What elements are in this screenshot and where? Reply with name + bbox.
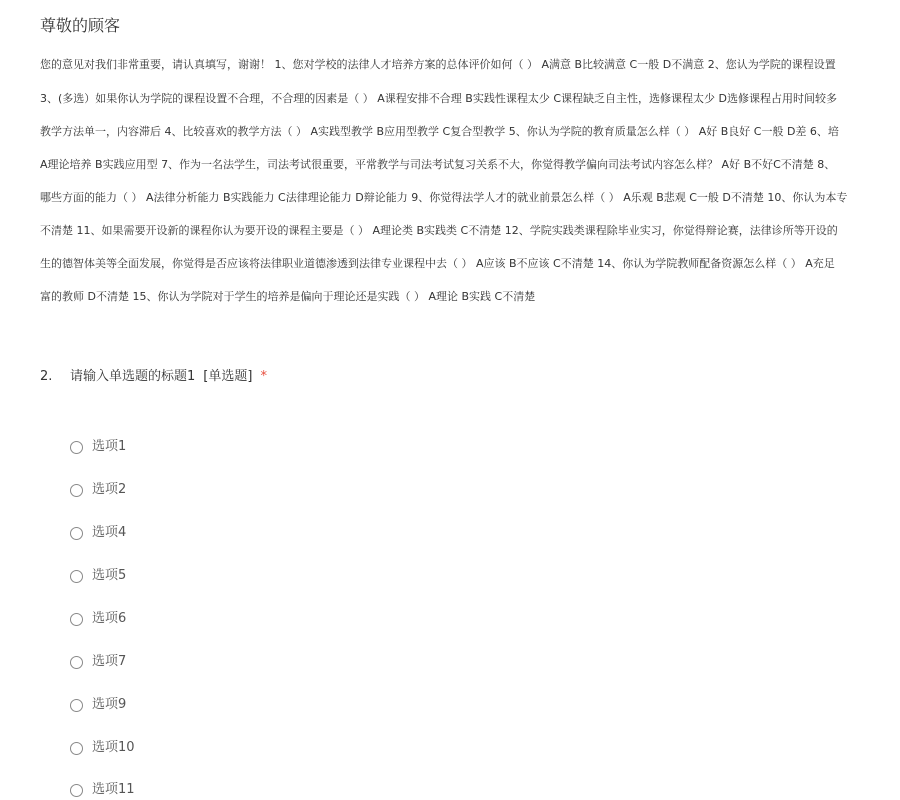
radio-button[interactable]	[70, 527, 83, 540]
question-type: [单选题]	[203, 369, 253, 384]
intro-text-line: 不清楚 11、如果需要开设新的课程你认为要开设的课程主要是（ ） A理论类 B实践类 C不清楚 12、学院实践类课程除毕业实习，你觉得辩论赛，法律诊所等开设的	[40, 224, 838, 237]
intro-text-line: A理论培养 B实践应用型 7、作为一名法学生，司法考试很重要，平常教学与司法考试复习关系不大，你觉得教学偏向司法考试内容怎么样？ A好 B不好C不清楚 8、	[40, 158, 836, 171]
option-9[interactable]	[70, 695, 126, 715]
intro-text-line: 生的德智体美等全面发展，你觉得是否应该将法律职业道德渗透到法律专业课程中去（ ） A应该 B不应该 C不清楚 14、你认为学院教师配备资源怎么样（ ） A充足	[40, 257, 835, 270]
option-label: 选项11	[92, 782, 135, 797]
radio-button[interactable]	[70, 613, 83, 626]
intro-text-line: 3、(多选）如果你认为学院的课程设置不合理，不合理的因素是（ ） A课程安排不合理 B实践性课程太少 C课程缺乏自主性，选修课程太少 D选修课程占用时间较多	[40, 92, 837, 105]
radio-button[interactable]	[70, 699, 83, 712]
option-label: 选项1	[92, 439, 127, 454]
required-marker: *	[260, 369, 267, 384]
option-label: 选项6	[92, 611, 127, 626]
option-label: 选项7	[92, 654, 127, 669]
option-label: 选项2	[92, 482, 127, 497]
option-10[interactable]	[70, 738, 135, 758]
option-2[interactable]	[70, 480, 126, 500]
intro-text-line: 您的意见对我们非常重要，请认真填写，谢谢！ 1、您对学校的法律人才培养方案的总体评价如何（ ） A满意 B比较满意 C一般 D不满意 2、您认为学院的课程设置	[40, 58, 836, 71]
option-label: 选项9	[92, 697, 127, 712]
option-label: 选项4	[92, 525, 127, 540]
radio-button[interactable]	[70, 784, 83, 797]
option-11[interactable]	[70, 780, 135, 800]
question-title: 请输入单选题的标题1	[70, 369, 196, 384]
radio-button[interactable]	[70, 742, 83, 755]
option-6[interactable]	[70, 609, 126, 629]
greeting-heading: 尊敬的顾客	[40, 16, 121, 35]
question-number: 2.	[40, 369, 53, 384]
intro-text-line: 教学方法单一，内容滞后 4、比较喜欢的教学方法（ ） A实践型教学 B应用型教学 C复合型教学 5、你认为学院的教育质量怎么样（ ） A好 B良好 C一般 D差 6、培	[40, 125, 839, 138]
option-1[interactable]	[70, 437, 126, 457]
option-5[interactable]	[70, 566, 126, 586]
radio-button[interactable]	[70, 484, 83, 497]
radio-button[interactable]	[70, 570, 83, 583]
intro-text-line: 哪些方面的能力（ ） A法律分析能力 B实践能力 C法律理论能力 D辩论能力 9、你觉得法学人才的就业前景怎么样（ ） A乐观 B悲观 C一般 D不清楚 10、你认为本专	[40, 191, 848, 204]
radio-button[interactable]	[70, 656, 83, 669]
radio-button[interactable]	[70, 441, 83, 454]
option-4[interactable]	[70, 523, 126, 543]
option-7[interactable]	[70, 652, 126, 672]
intro-text-line: 富的教师 D不清楚 15、你认为学院对于学生的培养是偏向于理论还是实践（ ） A理论 B实践 C不清楚	[40, 290, 536, 303]
option-label: 选项5	[92, 568, 127, 583]
option-label: 选项10	[92, 740, 135, 755]
